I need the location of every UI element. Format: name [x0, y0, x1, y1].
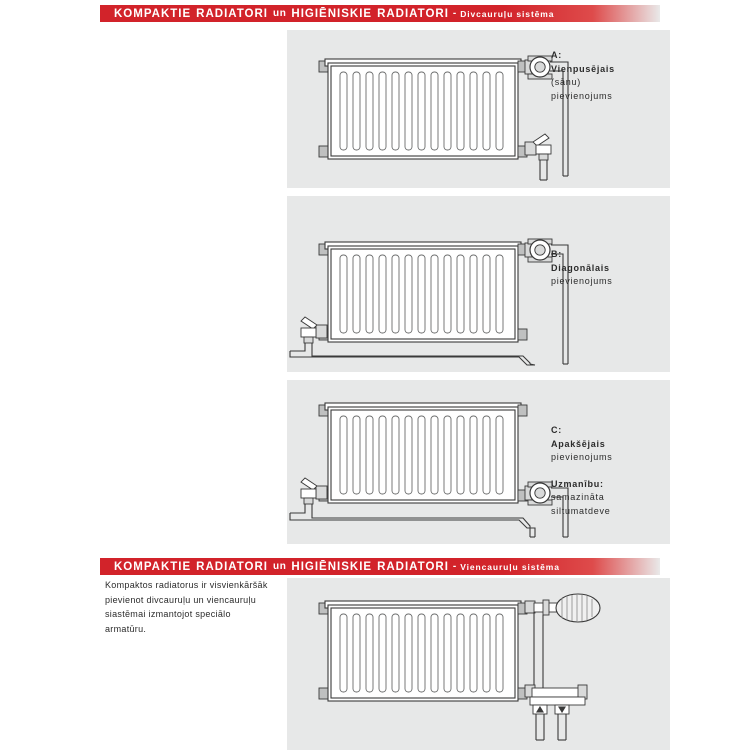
caption-c [551, 424, 613, 518]
header2-word-un: un [272, 561, 287, 572]
header2-word-higieniskie: HIGIĒNISKIE [291, 560, 373, 573]
caption-a-line2: (sānu) [551, 77, 582, 87]
caption-a [551, 49, 615, 103]
body-line-2: pievienot divcauruļu un viencauruļu [105, 594, 257, 605]
radiator-diagram-b-svg [287, 196, 670, 372]
header-word-higieniskie: HIGIĒNISKIE [291, 7, 373, 20]
header-word-kompaktie: KOMPAKTIE [114, 7, 192, 20]
diagram-panel-d [287, 578, 670, 750]
caption-c-line2: pievienojums [551, 452, 613, 462]
header-bar-single-pipe [100, 558, 660, 575]
header-dash: - [452, 8, 457, 19]
header-subtitle-single-pipe: Viencauruļu sistēma [460, 561, 560, 572]
diagram-panel-c [287, 380, 670, 544]
body-line-4: armatūru. [105, 623, 147, 634]
caption-c-note-line1: samazināta [551, 492, 605, 502]
caption-c-line1: Apakšējais [551, 438, 606, 449]
body-paragraph [105, 578, 285, 636]
caption-a-line1: Vienpusējais [551, 63, 615, 74]
header2-word-radiatori-2: RADIATORI [377, 560, 449, 573]
caption-b-letter: B: [551, 249, 562, 259]
caption-a-letter: A: [551, 50, 562, 60]
header-word-radiatori-2: RADIATORI [377, 7, 449, 20]
caption-c-note-title: Uzmanību: [551, 478, 604, 489]
caption-b-line1: Diagonālais [551, 262, 610, 273]
radiator-diagram-d-svg [287, 578, 670, 750]
header2-dash: - [452, 561, 457, 572]
header-subtitle-two-pipe: Divcauruļu sistēma [460, 8, 555, 19]
header-word-radiatori-1: RADIATORI [196, 7, 268, 20]
caption-b-line2: pievienojums [551, 276, 613, 286]
body-line-1: Kompaktos radiatorus ir visvienkāršāk [105, 580, 268, 590]
header2-word-kompaktie: KOMPAKTIE [114, 560, 192, 573]
header-word-un: un [272, 8, 287, 19]
body-line-3: siastēmai izmantojot speciālo [105, 609, 231, 619]
caption-c-letter: C: [551, 425, 562, 435]
caption-c-note-line2: siltumatdeve [551, 505, 611, 516]
caption-a-line3: pievienojums [551, 90, 613, 101]
diagram-panel-b [287, 196, 670, 372]
header2-word-radiatori-1: RADIATORI [196, 560, 268, 573]
header-bar-two-pipe [100, 5, 660, 22]
radiator-diagram-c-svg [287, 380, 670, 544]
caption-b [551, 248, 613, 289]
